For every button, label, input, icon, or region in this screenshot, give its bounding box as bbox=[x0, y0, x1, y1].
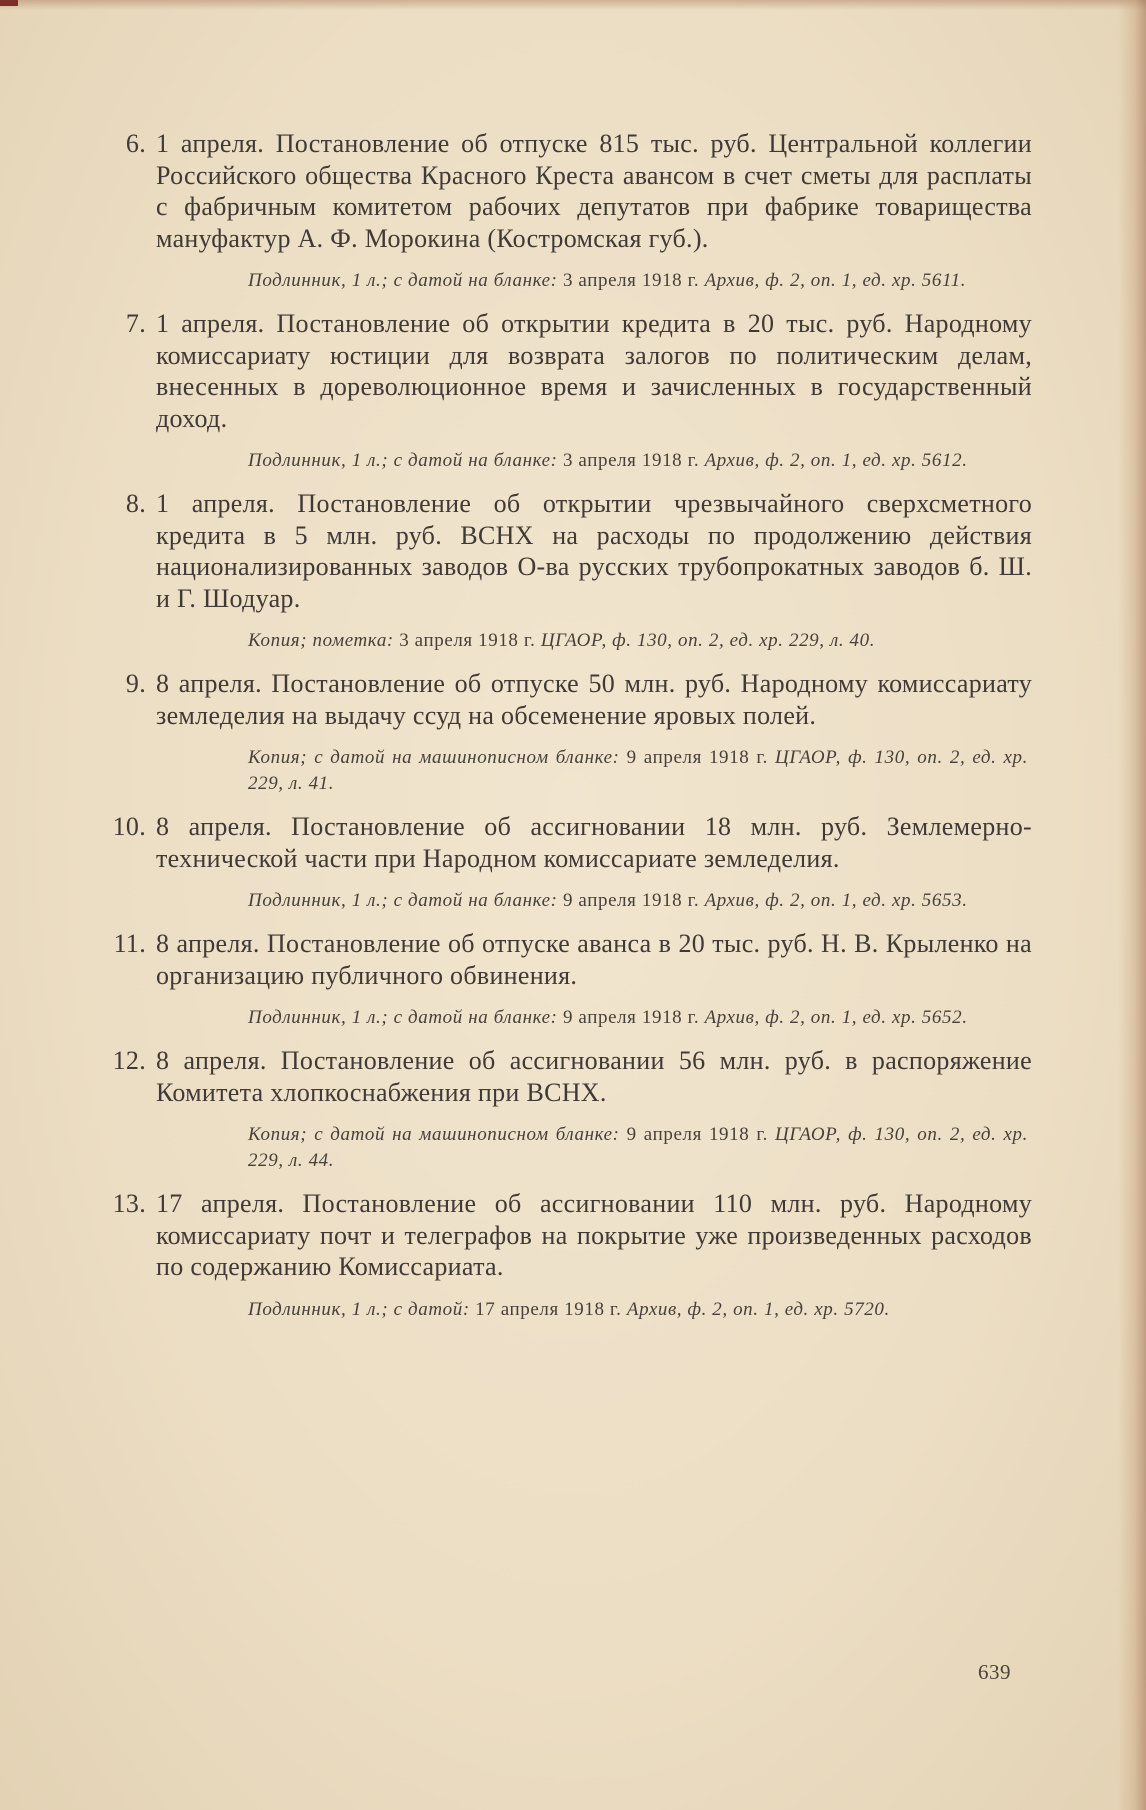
source-date: 9 апреля 1918 г. bbox=[626, 1124, 768, 1145]
source-date: 3 апреля 1918 г. bbox=[562, 450, 700, 471]
entry-text: 8 апреля. Постановление об отпуске 50 млн. руб. Народному комиссариату земледелия на выдачу ссуд на обсеменение яровых полей. bbox=[156, 669, 1032, 730]
entry-number: 7. bbox=[125, 309, 146, 338]
entry-source bbox=[248, 1122, 1028, 1174]
entry-source bbox=[248, 448, 1028, 474]
entry-source bbox=[248, 628, 1028, 654]
source-label: Копия; пометка: bbox=[248, 630, 394, 651]
page-number: 639 bbox=[978, 1660, 1011, 1684]
source-label: Копия; с датой на машинописном бланке: bbox=[248, 747, 620, 768]
source-ref: Архив, ф. 2, оп. 1, ед. хр. 5612. bbox=[704, 450, 968, 471]
source-label: Подлинник, 1 л.; с датой на бланке: bbox=[248, 270, 558, 291]
source-label: Подлинник, 1 л.; с датой на бланке: bbox=[248, 450, 558, 471]
entry-text: 1 апреля. Постановление об открытии кредита в 20 тыс. руб. Народному комиссариату юстиции для возврата залогов по политическим делам, внесенных в дореволюционное время и зачисленных в государственный доход. bbox=[156, 309, 1032, 433]
entry-10 bbox=[88, 811, 1038, 914]
entries-list bbox=[88, 128, 1038, 1337]
entry-number: 11. bbox=[113, 929, 146, 958]
entry-9 bbox=[88, 668, 1038, 797]
source-date: 17 апреля 1918 г. bbox=[475, 1298, 622, 1320]
source-date: 9 апреля 1918 г. bbox=[562, 890, 700, 911]
source-ref: Архив, ф. 2, оп. 1, ед. хр. 5652. bbox=[704, 1007, 968, 1028]
source-label: Подлинник, 1 л.; с датой: bbox=[248, 1298, 470, 1320]
entry-11 bbox=[88, 928, 1038, 1031]
source-date: 3 апреля 1918 г. bbox=[562, 270, 700, 291]
source-date: 9 апреля 1918 г. bbox=[562, 1007, 700, 1028]
source-ref: Архив, ф. 2, оп. 1, ед. хр. 5611. bbox=[704, 270, 967, 291]
entry-12 bbox=[88, 1045, 1038, 1174]
source-ref: ЦГАОР, ф. 130, оп. 2, ед. хр. 229, л. 41. bbox=[248, 747, 1028, 794]
source-date: 3 апреля 1918 г. bbox=[399, 630, 536, 651]
page-top-edge bbox=[0, 0, 1146, 10]
source-label: Копия; с датой на машинописном бланке: bbox=[248, 1124, 620, 1145]
entry-source bbox=[248, 1005, 1028, 1031]
source-date: 9 апреля 1918 г. bbox=[626, 747, 768, 768]
source-ref: ЦГАОР, ф. 130, оп. 2, ед. хр. 229, л. 44. bbox=[248, 1124, 1028, 1171]
entry-text: 8 апреля. Постановление об ассигновании 56 млн. руб. в распоряжение Комитета хлопкоснабжения при ВСНХ. bbox=[156, 1046, 1032, 1107]
entry-13 bbox=[88, 1188, 1038, 1323]
entry-text: 8 апреля. Постановление об ассигновании 18 млн. руб. Землемерно-технической части при Народном комиссариате земледелия. bbox=[156, 812, 1032, 873]
entry-number: 6. bbox=[125, 129, 146, 158]
source-ref: Архив, ф. 2, оп. 1, ед. хр. 5720. bbox=[626, 1298, 890, 1320]
entry-number: 9. bbox=[125, 669, 146, 698]
entry-8 bbox=[88, 488, 1038, 654]
source-label: Подлинник, 1 л.; с датой на бланке: bbox=[248, 890, 558, 911]
entry-number: 8. bbox=[125, 489, 146, 518]
entry-source bbox=[248, 745, 1028, 797]
entry-text: 1 апреля. Постановление об открытии чрезвычайного сверхсметного кредита в 5 млн. руб. ВСНХ на расходы по продолжению действия национализированных заводов О-ва русских трубопрокатных заводов б. Ш. и Г. Шодуар. bbox=[156, 489, 1032, 613]
source-ref: ЦГАОР, ф. 130, оп. 2, ед. хр. 229, л. 40. bbox=[540, 630, 876, 651]
entry-number: 10. bbox=[112, 812, 146, 841]
entry-text: 8 апреля. Постановление об отпуске аванса в 20 тыс. руб. Н. В. Крыленко на организацию публичного обвинения. bbox=[156, 929, 1032, 990]
entry-7 bbox=[88, 308, 1038, 474]
entry-text: 17 апреля. Постановление об ассигновании 110 млн. руб. Народному комиссариату почт и телеграфов на покрытие уже произведенных расходов по содержанию Комиссариата. bbox=[156, 1189, 1032, 1281]
source-ref: Архив, ф. 2, оп. 1, ед. хр. 5653. bbox=[704, 890, 968, 911]
source-label: Подлинник, 1 л.; с датой на бланке: bbox=[248, 1007, 558, 1028]
page-right-edge bbox=[1118, 0, 1146, 1810]
entry-source bbox=[248, 1297, 1028, 1323]
entry-number: 13. bbox=[112, 1189, 146, 1218]
entry-source bbox=[248, 888, 1028, 914]
entry-6 bbox=[88, 128, 1038, 294]
corner-mark bbox=[0, 0, 18, 6]
entry-text: 1 апреля. Постановление об отпуске 815 тыс. руб. Центральной коллегии Российского общества Красного Креста авансом в счет сметы для расплаты с фабричным комитетом рабочих депутатов при фабрике товарищества мануфактур А. Ф. Морокина (Костромская губ.). bbox=[156, 129, 1032, 253]
entry-number: 12. bbox=[112, 1046, 146, 1075]
entry-source bbox=[248, 268, 1028, 294]
